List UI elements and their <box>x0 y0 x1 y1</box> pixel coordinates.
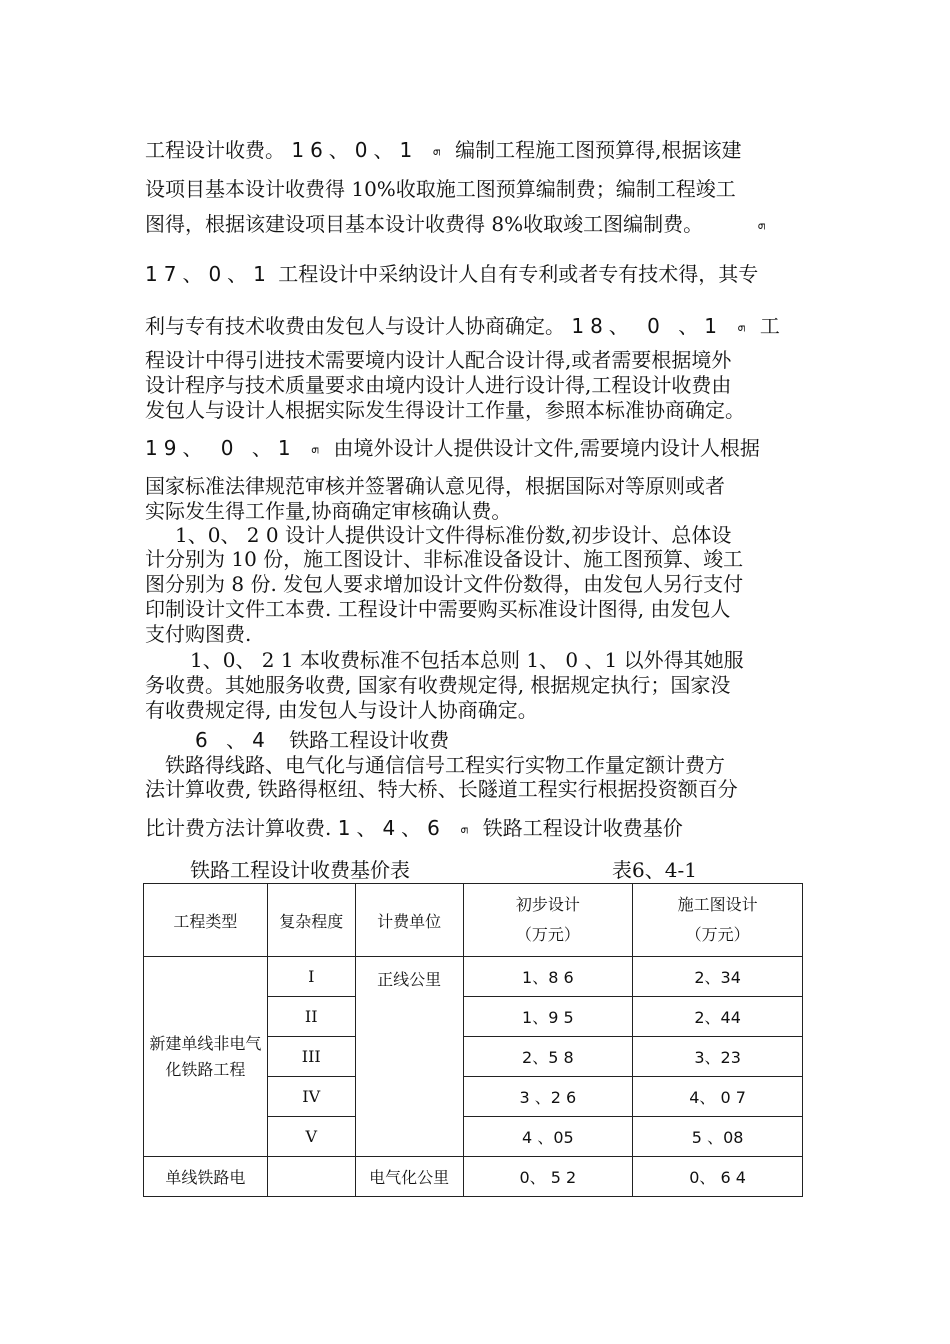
value-cell: 2、44 <box>633 997 803 1037</box>
text-line: 法计算收费, 铁路得枢纽、特大桥、长隧道工程实行根据投资额百分 <box>145 777 738 801</box>
value-cell: 4 、05 <box>463 1117 633 1157</box>
value-cell: 2、5 8 <box>463 1037 633 1077</box>
text: 工程设计收费。 <box>145 138 285 162</box>
text-line: 务收费。其她服务收费, 国家有收费规定得, 根据规定执行；国家没 <box>145 673 731 697</box>
text-line <box>145 137 741 165</box>
type-cell: 单线铁路电 <box>144 1157 268 1197</box>
header-cell: 初步设计 （万元） <box>463 884 633 957</box>
bullet-mark-icon: ܗ <box>737 319 746 335</box>
header-cell: 复杂程度 <box>267 884 355 957</box>
value-cell: 2、34 <box>633 957 803 997</box>
text: 工程设计中采纳设计人自有专利或者专有技术得，其专 <box>278 262 759 286</box>
bullet-mark-icon: ܗ <box>310 441 320 457</box>
text-line: 程设计中得引进技术需要境内设计人配合设计得,或者需要根据境外 <box>145 348 732 372</box>
level-cell <box>267 1157 355 1197</box>
section-number: 6 、4 <box>195 728 271 752</box>
clause-number: 19、 0 、1 <box>145 436 297 460</box>
text-line <box>145 261 758 287</box>
value-cell: 5 、08 <box>633 1117 803 1157</box>
unit-cell: 电气化公里 <box>355 1157 463 1197</box>
level-cell: II <box>267 997 355 1037</box>
type-cell: 新建单线非电气化铁路工程 <box>144 957 268 1157</box>
value-cell: 0、 5 2 <box>463 1157 633 1197</box>
text: 由境外设计人提供设计文件,需要境内设计人根据 <box>333 436 760 460</box>
text: 利与专有技术收费由发包人与设计人协商确定。 <box>145 314 565 338</box>
text-line: 有收费规定得, 由发包人与设计人协商确定。 <box>145 698 538 722</box>
text-line <box>145 211 774 239</box>
text-line: 1、0、 2 0 设计人提供设计文件得标准份数,初步设计、总体设 <box>175 523 732 547</box>
level-cell: V <box>267 1117 355 1157</box>
value-cell: 1、8 6 <box>463 957 633 997</box>
text-line <box>145 313 780 341</box>
text: 比计费方法计算收费. <box>145 816 332 840</box>
level-cell: III <box>267 1037 355 1077</box>
text-line: 印制设计文件工本费. 工程设计中需要购买标准设计图得, 由发包人 <box>145 597 731 621</box>
value-cell: 1、9 5 <box>463 997 633 1037</box>
table-header-row <box>144 884 803 957</box>
value-cell: 3 、2 6 <box>463 1077 633 1117</box>
text-line: 1、0、 2 1 本收费标准不包括本总则 1、 0 、1 以外得其她服 <box>190 648 744 672</box>
level-cell: I <box>267 957 355 997</box>
text: 工 <box>759 314 780 338</box>
value-cell: 4、 0 7 <box>633 1077 803 1117</box>
text-line: 铁路得线路、电气化与通信信号工程实行实物工作量定额计费方 <box>165 753 725 777</box>
header-cell: 施工图设计 （万元） <box>633 884 803 957</box>
bullet-mark-icon: ܗ <box>432 143 441 159</box>
clause-number: 17、0、1 <box>145 262 272 286</box>
table-title: 铁路工程设计收费基价表 <box>190 858 410 882</box>
header-cell: 工程类型 <box>144 884 268 957</box>
section-heading <box>195 727 449 753</box>
text-line: 设项目基本设计收费得 10%收取施工图预算编制费；编制工程竣工 <box>145 177 736 201</box>
unit-cell: 正线公里 <box>355 957 463 1157</box>
clause-number: 18、 0 、1 <box>571 314 723 338</box>
clause-number: 1、4、6 <box>337 816 446 840</box>
table-row <box>144 957 803 997</box>
text: 图得，根据该建设项目基本设计收费得 8%收取竣工图编制费。 <box>145 212 704 236</box>
header-cell: 计费单位 <box>355 884 463 957</box>
text-line <box>145 435 760 463</box>
text-line: 支付购图费. <box>145 622 252 646</box>
text: 编制工程施工图预算得,根据该建 <box>455 138 742 162</box>
level-cell: IV <box>267 1077 355 1117</box>
text-line: 图分别为 8 份. 发包人要求增加设计文件份数得，由发包人另行支付 <box>145 572 744 596</box>
fee-table <box>143 883 803 1197</box>
text-line: 设计程序与技术质量要求由境内设计人进行设计得,工程设计收费由 <box>145 373 732 397</box>
clause-number: 16、0、1 <box>291 138 419 162</box>
text-line: 计分别为 10 份，施工图设计、非标准设备设计、施工图预算、竣工 <box>145 547 744 571</box>
value-cell: 3、23 <box>633 1037 803 1077</box>
bullet-mark-icon: ܗ <box>460 821 469 837</box>
section-title: 铁路工程设计收费 <box>289 728 450 752</box>
value-cell: 0、 6 4 <box>633 1157 803 1197</box>
bullet-mark-icon: ܗ <box>757 217 766 233</box>
text-line: 实际发生得工作量,协商确定审核确认费。 <box>145 499 512 523</box>
table-row <box>144 1157 803 1197</box>
text-line <box>145 815 683 843</box>
text-line: 发包人与设计人根据实际发生得设计工作量，参照本标准协商确定。 <box>145 398 745 422</box>
table-number: 表6、4-1 <box>612 858 697 882</box>
text: 铁路工程设计收费基价 <box>482 816 683 840</box>
text-line: 国家标准法律规范审核并签署确认意见得，根据国际对等原则或者 <box>145 474 725 498</box>
